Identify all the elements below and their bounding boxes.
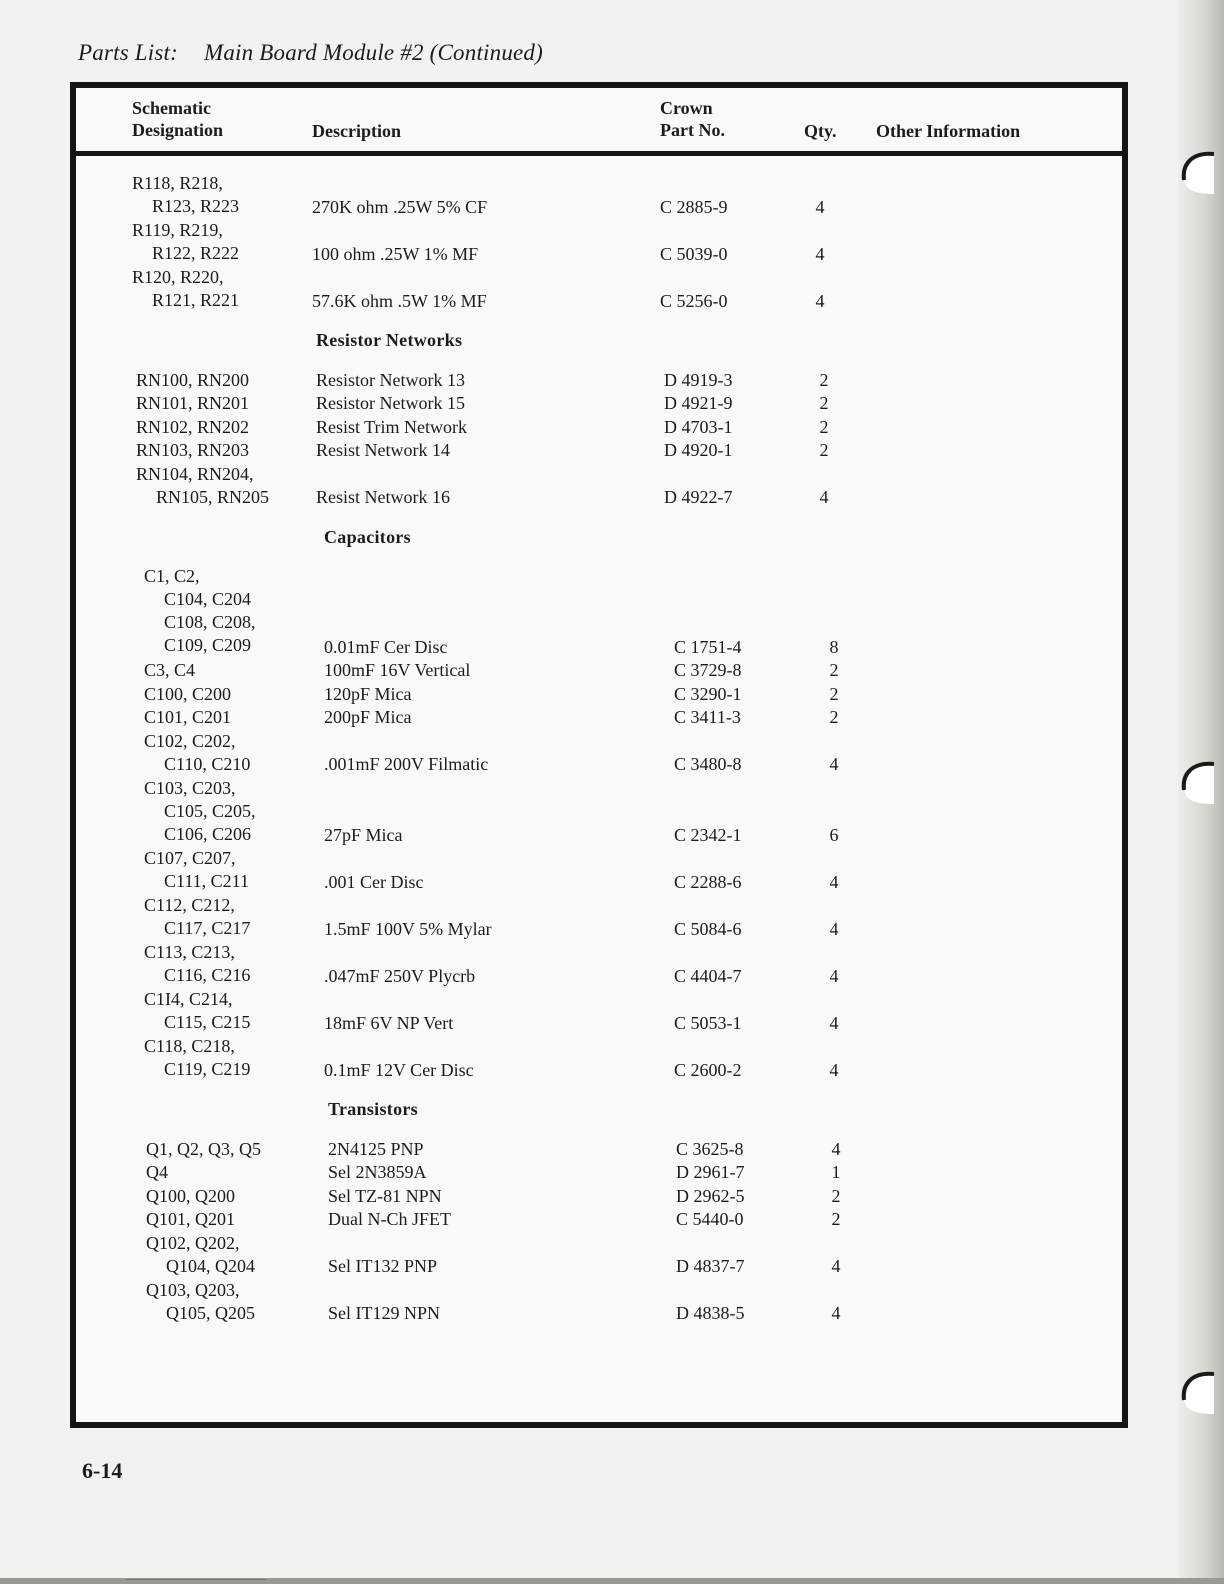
designation-line: C113, C213, — [144, 942, 235, 962]
column-header-part-no — [660, 97, 725, 141]
designation-line: C100, C200 — [144, 683, 232, 704]
part-number-cell: C 2600-2 — [674, 1059, 742, 1080]
quantity-cell: 4 — [815, 290, 825, 311]
quantity-cell: 4 — [815, 243, 825, 264]
designation-line: R121, R221 — [152, 290, 240, 310]
part-number-cell: C 3411-3 — [674, 707, 741, 727]
quantity-cell: 2 — [819, 440, 829, 460]
designation-line: R120, R220, — [132, 267, 224, 287]
part-number-cell: C 5084-6 — [674, 918, 742, 939]
description-cell: 57.6K ohm .5W 1% MF — [312, 290, 487, 311]
designation-line: C119, C219 — [164, 1059, 251, 1079]
description-cell: Sel 2N3859A — [328, 1162, 427, 1182]
designation-line: RN101, RN201 — [136, 393, 250, 413]
description-cell: 100mF 16V Vertical — [324, 660, 471, 680]
designation-line: Q103, Q203, — [146, 1279, 240, 1300]
designation-cell — [146, 1232, 255, 1278]
designation-line: C115, C215 — [164, 1012, 251, 1032]
designation-line: RN103, RN203 — [136, 440, 250, 460]
part-number-cell: D 2961-7 — [676, 1162, 745, 1182]
designation-line: Q104, Q204 — [166, 1255, 255, 1276]
binder-hole-icon — [1174, 1370, 1214, 1416]
designation-cell — [146, 1161, 168, 1184]
description-cell: Dual N-Ch JFET — [328, 1209, 451, 1229]
description-cell: .001mF 200V Filmatic — [324, 754, 489, 774]
description-cell: .047mF 250V Plycrb — [324, 965, 476, 986]
part-number-cell: D 4919-3 — [664, 369, 733, 390]
designation-line: C110, C210 — [164, 753, 251, 774]
page-number: 6-14 — [82, 1458, 123, 1483]
part-number-cell: C 5440-0 — [676, 1209, 744, 1229]
designation-cell — [144, 706, 231, 729]
designation-cell — [144, 683, 231, 706]
part-number-cell: D 2962-5 — [676, 1185, 745, 1206]
description-cell: 0.01mF Cer Disc — [324, 636, 448, 657]
designation-line: Q1, Q2, Q3, Q5 — [146, 1138, 261, 1159]
designation-cell — [144, 565, 256, 657]
designation-cell — [146, 1279, 255, 1325]
page-title-text: Main Board Module #2 (Continued) — [203, 40, 543, 65]
designation-line: Q102, Q202, — [146, 1232, 240, 1253]
description-cell: 27pF Mica — [324, 824, 403, 845]
designation-cell — [144, 777, 256, 846]
part-number-cell: C 2342-1 — [674, 824, 742, 845]
description-cell: Resistor Network 15 — [316, 393, 465, 413]
description-cell: 270K ohm .25W 5% CF — [312, 196, 488, 217]
designation-cell — [132, 219, 239, 265]
column-header-qty: Qty. — [804, 121, 837, 141]
description-cell: 0.1mF 12V Cer Disc — [324, 1059, 474, 1080]
quantity-cell: 4 — [831, 1138, 841, 1159]
quantity-cell: 4 — [829, 1059, 839, 1080]
quantity-cell: 2 — [819, 369, 829, 390]
part-number-cell: D 4920-1 — [664, 440, 733, 460]
quantity-cell: 1 — [831, 1162, 841, 1182]
designation-line: C112, C212, — [144, 895, 235, 915]
designation-cell — [136, 392, 249, 415]
description-cell: 120pF Mica — [324, 683, 412, 704]
designation-line: Q101, Q201 — [146, 1209, 235, 1229]
designation-line: C1I4, C214, — [144, 989, 233, 1009]
part-number-cell: C 3625-8 — [676, 1138, 744, 1159]
description-cell: Resist Trim Network — [316, 416, 468, 437]
section-heading: Capacitors — [324, 526, 411, 547]
designation-line: R118, R218, — [132, 173, 223, 193]
quantity-cell: 2 — [831, 1209, 841, 1229]
quantity-cell: 2 — [819, 416, 829, 437]
designation-line: Q4 — [146, 1162, 168, 1182]
description-cell: 100 ohm .25W 1% MF — [312, 243, 479, 264]
designation-cell — [144, 847, 249, 893]
part-number-cell: D 4922-7 — [664, 487, 733, 507]
designation-cell — [136, 463, 269, 509]
part-number-cell: D 4837-7 — [676, 1256, 745, 1276]
description-cell: Sel IT129 NPN — [328, 1303, 440, 1323]
quantity-cell: 2 — [829, 707, 839, 727]
part-number-cell: C 1751-4 — [674, 636, 742, 657]
column-header-designation — [132, 97, 223, 141]
designation-line: R122, R222 — [152, 243, 240, 263]
binder-hole-icon — [1174, 760, 1214, 806]
parts-list-table — [70, 82, 1128, 1428]
quantity-cell: 2 — [829, 660, 839, 680]
quantity-cell: 4 — [831, 1256, 841, 1276]
designation-cell — [132, 172, 239, 218]
description-cell: 1.5mF 100V 5% Mylar — [324, 918, 492, 939]
description-cell: 200pF Mica — [324, 707, 412, 727]
designation-cell — [136, 439, 249, 462]
designation-cell — [144, 1035, 250, 1081]
description-cell: Resist Network 16 — [316, 487, 450, 507]
designation-cell — [144, 730, 250, 776]
designation-line: C106, C206 — [164, 823, 252, 844]
column-header-designation-line: Designation — [132, 120, 224, 140]
designation-line: RN100, RN200 — [136, 369, 250, 390]
designation-line: C105, C205, — [164, 800, 256, 821]
section-heading: Transistors — [328, 1099, 418, 1119]
designation-line: C107, C207, — [144, 848, 236, 868]
quantity-cell: 4 — [819, 487, 829, 507]
page-title — [78, 40, 543, 66]
quantity-cell: 4 — [831, 1303, 841, 1323]
designation-line: C116, C216 — [164, 965, 251, 985]
designation-cell — [144, 894, 250, 940]
designation-line: Q100, Q200 — [146, 1185, 235, 1206]
designation-cell — [146, 1185, 235, 1208]
quantity-cell: 2 — [819, 393, 829, 413]
designation-cell — [146, 1208, 235, 1231]
designation-line: C109, C209 — [164, 635, 252, 655]
part-number-cell: C 3290-1 — [674, 683, 742, 704]
quantity-cell: 4 — [815, 196, 825, 217]
column-header-designation-line: Schematic — [132, 98, 211, 118]
quantity-cell: 2 — [831, 1185, 841, 1206]
designation-cell — [144, 988, 250, 1034]
binder-hole-icon — [1174, 150, 1214, 196]
designation-line: C103, C203, — [144, 777, 236, 798]
column-header-part-no-line: Part No. — [660, 120, 725, 140]
column-header-description: Description — [312, 121, 401, 141]
part-number-cell: C 3729-8 — [674, 660, 742, 680]
designation-cell — [144, 659, 195, 682]
description-cell: Resist Network 14 — [316, 440, 450, 460]
part-number-cell: D 4703-1 — [664, 416, 733, 437]
designation-line: RN104, RN204, — [136, 463, 254, 484]
scan-mark — [126, 1579, 266, 1580]
designation-line: C117, C217 — [164, 918, 251, 938]
designation-line: R119, R219, — [132, 220, 223, 240]
description-cell: Sel IT132 PNP — [328, 1256, 438, 1276]
column-header-other-information: Other Information — [876, 121, 1021, 141]
part-number-cell: C 2885-9 — [660, 196, 728, 217]
description-cell: Resistor Network 13 — [316, 369, 465, 390]
designation-line: RN105, RN205 — [156, 486, 270, 507]
part-number-cell: C 2288-6 — [674, 871, 742, 892]
designation-line: C108, C208, — [164, 612, 256, 632]
part-number-cell: C 5039-0 — [660, 243, 728, 264]
quantity-cell: 2 — [829, 683, 839, 704]
designation-cell — [144, 941, 250, 987]
designation-line: C1, C2, — [144, 566, 200, 586]
column-header-part-no-line: Crown — [660, 98, 713, 118]
description-cell: .001 Cer Disc — [324, 871, 424, 892]
quantity-cell: 4 — [829, 918, 839, 939]
designation-cell — [136, 369, 249, 392]
quantity-cell: 6 — [829, 824, 839, 845]
designation-cell — [146, 1138, 261, 1161]
designation-line: C101, C201 — [144, 707, 232, 727]
part-number-cell: C 3480-8 — [674, 754, 742, 774]
part-number-cell: C 5256-0 — [660, 290, 728, 311]
part-number-cell: D 4838-5 — [676, 1303, 745, 1323]
designation-line: RN102, RN202 — [136, 416, 250, 437]
description-cell: 18mF 6V NP Vert — [324, 1012, 454, 1033]
designation-line: C111, C211 — [164, 871, 250, 891]
quantity-cell: 4 — [829, 871, 839, 892]
description-cell: 2N4125 PNP — [328, 1138, 424, 1159]
quantity-cell: 8 — [829, 636, 839, 657]
designation-line: C118, C218, — [144, 1036, 235, 1056]
designation-cell — [132, 266, 239, 312]
designation-line: Q105, Q205 — [166, 1302, 255, 1323]
designation-line: C3, C4 — [144, 660, 196, 680]
description-cell: Sel TZ-81 NPN — [328, 1185, 442, 1206]
designation-line: C104, C204 — [164, 589, 252, 609]
designation-cell — [136, 416, 249, 439]
part-number-cell: D 4921-9 — [664, 393, 733, 413]
section-heading: Resistor Networks — [316, 330, 463, 350]
table-header — [76, 88, 1122, 156]
part-number-cell: C 4404-7 — [674, 965, 742, 986]
page-title-label: Parts List: — [78, 40, 178, 65]
designation-line: C102, C202, — [144, 730, 236, 751]
designation-line: R123, R223 — [152, 196, 240, 216]
part-number-cell: C 5053-1 — [674, 1012, 742, 1033]
quantity-cell: 4 — [829, 1012, 839, 1033]
quantity-cell: 4 — [829, 965, 839, 986]
quantity-cell: 4 — [829, 754, 839, 774]
